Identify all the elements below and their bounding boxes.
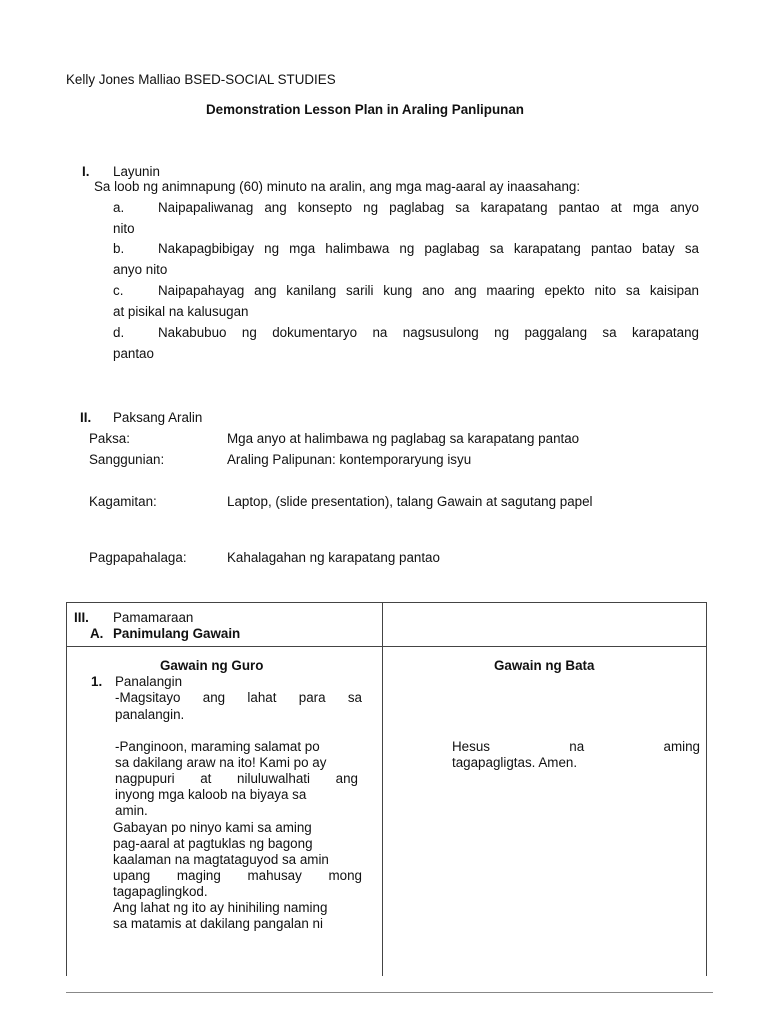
subsection-heading: Panimulang Gawain [113,626,241,641]
objective-text-continued: at pisikal na kalusugan [113,304,249,319]
section2-heading: Paksang Aralin [113,410,203,425]
subsection-letter: A. [90,626,104,641]
objective-letter: c. [113,283,124,298]
teacher-line: sa dakilang araw na ito! Kami po ay [115,755,327,770]
section1-heading: Layunin [113,164,160,179]
teacher-line: -Panginoon, maraming salamat po [115,739,320,754]
objective-letter: d. [113,325,125,340]
student-line: tagapagligtas. Amen. [452,755,578,770]
objective-text-continued: anyo nito [113,262,168,277]
student-line: Hesus na aming [452,739,700,754]
objective-letter: a. [113,200,125,215]
author-line: Kelly Jones Malliao BSED-SOCIAL STUDIES [66,72,336,87]
teacher-line: panalangin. [115,707,185,722]
objective-text: Naipapaliwanag ang konsepto ng paglabag sa karapatang pantao at mga anyo [158,200,699,215]
teacher-line: Gabayan po ninyo kami sa aming [113,820,312,835]
teacher-line: inyong mga kaloob na biyaya sa [115,787,307,802]
student-column-header: Gawain ng Bata [494,658,595,673]
objective-text-continued: pantao [113,346,154,361]
teacher-line: -Magsitayo ang lahat para sa [115,690,362,705]
detail-value: Araling Palipunan: kontemporaryung isyu [227,452,472,467]
objective-text-continued: nito [113,221,135,236]
section3-heading: Pamamaraan [113,610,194,625]
activity-title: Panalangin [115,674,183,689]
teacher-line: sa matamis at dakilang pangalan ni [113,916,323,931]
teacher-line: amin. [115,803,148,818]
objective-text: Nakabubuo ng dokumentaryo na nagsusulong ng paggalang sa karapatang [158,325,699,340]
objective-text: Naipapahayag ang kanilang sarili kung ano ang maaring epekto nito sa kaisipan [158,283,699,298]
section2-numeral: II. [80,410,92,425]
page-bottom-rule [66,992,713,993]
detail-label: Sanggunian: [89,452,165,467]
teacher-line: tagapaglingkod. [113,884,208,899]
detail-label: Kagamitan: [89,494,157,509]
objective-text: Nakapagbibigay ng mga halimbawa ng paglabag sa karapatang pantao batay sa [158,241,699,256]
teacher-line: kaalaman na magtataguyod sa amin [113,852,329,867]
teacher-line: nagpupuri at niluluwalhati ang [115,771,358,786]
detail-label: Pagpapahalaga: [89,550,187,565]
teacher-line: pag-aaral at pagtuklas ng bagong [113,836,313,851]
detail-label: Paksa: [89,431,130,446]
detail-value: Laptop, (slide presentation), talang Gawain at sagutang papel [227,494,593,509]
teacher-line: upang maging mahusay mong [113,868,362,883]
table-divider [66,646,707,647]
section1-intro: Sa loob ng animnapung (60) minuto na aralin, ang mga mag-aaral ay inaasahang: [94,179,581,194]
activity-number: 1. [91,674,103,689]
document-title: Demonstration Lesson Plan in Araling Panlipunan [206,102,524,117]
section1-numeral: I. [82,164,90,179]
detail-value: Kahalagahan ng karapatang pantao [227,550,440,565]
teacher-column-header: Gawain ng Guro [160,658,264,673]
section3-numeral: III. [74,610,89,625]
table-column-divider [382,602,383,976]
objective-letter: b. [113,241,125,256]
teacher-line: Ang lahat ng ito ay hinihiling naming [113,900,328,915]
detail-value: Mga anyo at halimbawa ng paglabag sa karapatang pantao [227,431,580,446]
